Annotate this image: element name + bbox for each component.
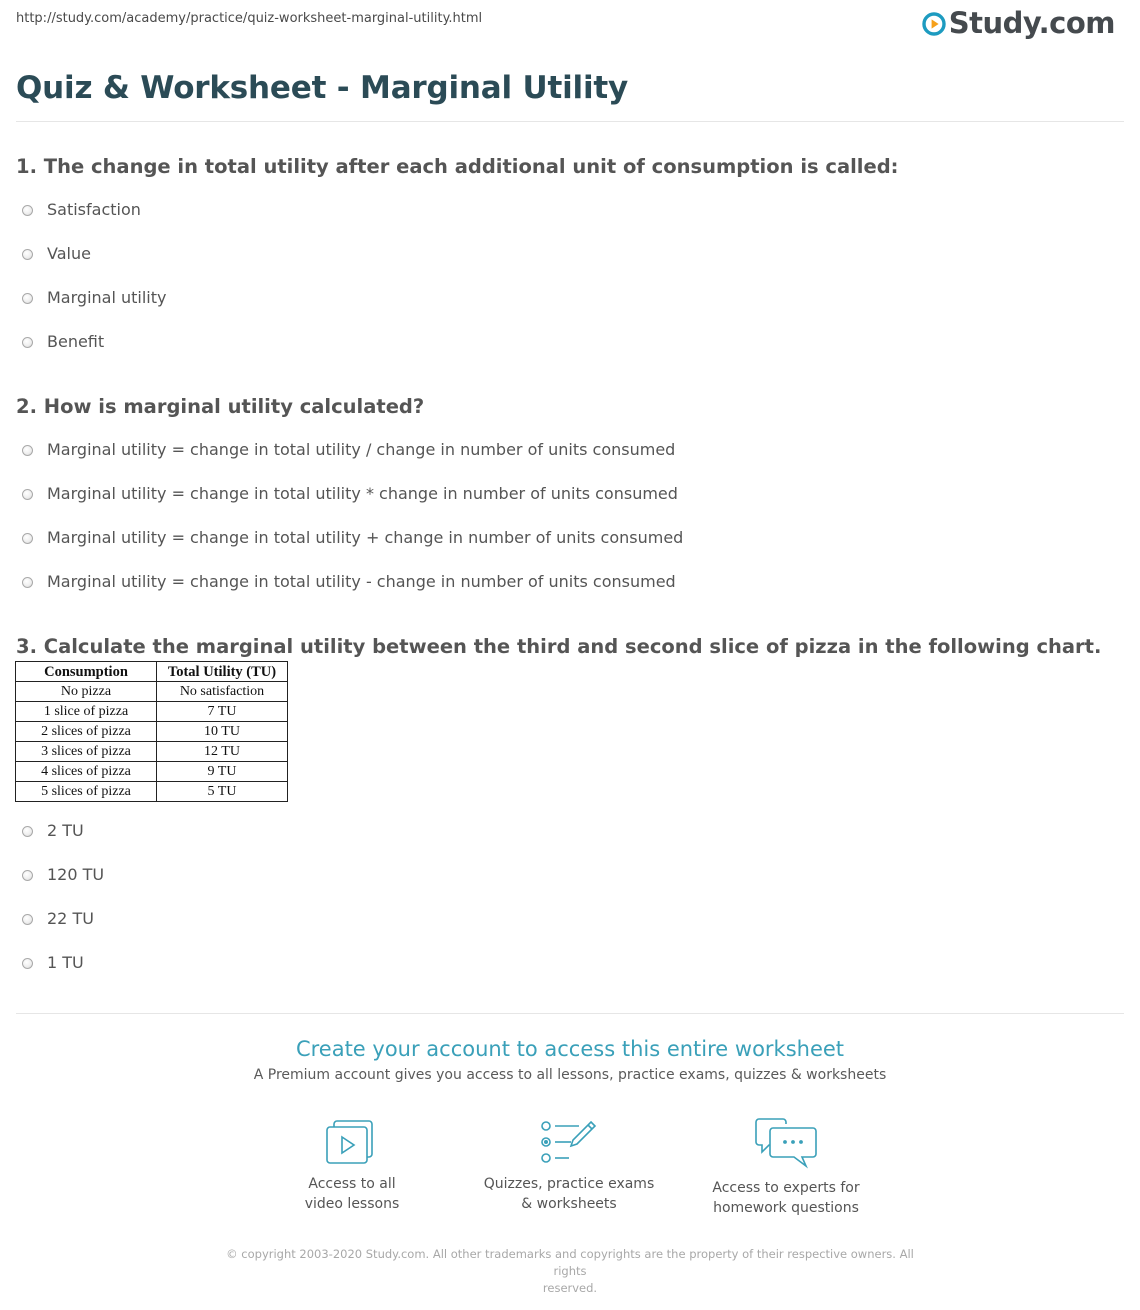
answer-option[interactable]: Marginal utility = change in total utility / change in number of units consumed <box>22 440 683 484</box>
question-1-text: 1. The change in total utility after each additional unit of consumption is called: <box>16 155 899 178</box>
table-cell: 5 slices of pizza <box>16 782 157 802</box>
radio-button[interactable] <box>22 337 33 348</box>
copyright-line: reserved. <box>542 1281 598 1295</box>
table-cell: No pizza <box>16 682 157 702</box>
radio-button[interactable] <box>22 533 33 544</box>
answer-option[interactable]: Benefit <box>22 332 166 376</box>
divider <box>16 121 1124 122</box>
answer-option[interactable]: Marginal utility = change in total utility * change in number of units consumed <box>22 484 683 528</box>
answer-option[interactable]: 22 TU <box>22 909 104 953</box>
feature-quizzes <box>469 1118 669 1214</box>
table-row <box>16 742 288 762</box>
answer-option[interactable]: 1 TU <box>22 953 104 997</box>
radio-button[interactable] <box>22 489 33 500</box>
radio-button[interactable] <box>22 577 33 588</box>
table-header-cell: Consumption <box>16 662 157 682</box>
question-2-options <box>22 440 683 616</box>
question-3-options <box>22 821 104 997</box>
feature-label-line: Access to experts for <box>712 1180 860 1196</box>
feature-label-line: homework questions <box>713 1200 859 1216</box>
feature-label-line: Quizzes, practice exams <box>483 1176 655 1192</box>
quiz-checklist-icon <box>539 1118 599 1166</box>
radio-button[interactable] <box>22 826 33 837</box>
question-2-text: 2. How is marginal utility calculated? <box>16 395 425 418</box>
radio-button[interactable] <box>22 914 33 925</box>
feature-label-line: video lessons <box>304 1196 400 1212</box>
feature-label-line: Access to all <box>308 1176 396 1192</box>
answer-option[interactable]: 2 TU <box>22 821 104 865</box>
table-cell: No satisfaction <box>157 682 288 702</box>
answer-option[interactable]: Value <box>22 244 166 288</box>
radio-button[interactable] <box>22 958 33 969</box>
page-url: http://study.com/academy/practice/quiz-worksheet-marginal-utility.html <box>16 11 483 26</box>
table-header-row <box>16 662 288 682</box>
table-cell: 1 slice of pizza <box>16 702 157 722</box>
cta-title[interactable]: Create your account to access this entire worksheet <box>295 1037 845 1061</box>
table-cell: 3 slices of pizza <box>16 742 157 762</box>
table-row <box>16 722 288 742</box>
cta-subtitle: A Premium account gives you access to all lessons, practice exams, quizzes & worksheets <box>253 1067 887 1083</box>
radio-button[interactable] <box>22 249 33 260</box>
table-header-cell: Total Utility (TU) <box>157 662 288 682</box>
radio-button[interactable] <box>22 205 33 216</box>
table-row <box>16 762 288 782</box>
question-3-text: 3. Calculate the marginal utility between the third and second slice of pizza in the following chart. <box>16 635 1102 658</box>
question-1-options <box>22 200 166 376</box>
radio-button[interactable] <box>22 870 33 881</box>
table-cell: 10 TU <box>157 722 288 742</box>
table-row <box>16 682 288 702</box>
answer-option[interactable]: Satisfaction <box>22 200 166 244</box>
table-row <box>16 702 288 722</box>
radio-button[interactable] <box>22 293 33 304</box>
table-cell: 12 TU <box>157 742 288 762</box>
answer-option[interactable]: Marginal utility = change in total utility - change in number of units consumed <box>22 572 683 616</box>
logo-text: Study.com <box>948 6 1115 40</box>
answer-option[interactable]: 120 TU <box>22 865 104 909</box>
video-lessons-icon <box>324 1118 380 1166</box>
table-cell: 2 slices of pizza <box>16 722 157 742</box>
play-circle-icon <box>922 12 946 36</box>
radio-button[interactable] <box>22 445 33 456</box>
table-cell: 5 TU <box>157 782 288 802</box>
copyright-footer <box>210 1246 930 1297</box>
table-cell: 4 slices of pizza <box>16 762 157 782</box>
table-cell: 9 TU <box>157 762 288 782</box>
feature-experts <box>686 1118 886 1218</box>
table-row <box>16 782 288 802</box>
answer-option[interactable]: Marginal utility = change in total utility + change in number of units consumed <box>22 528 683 572</box>
chat-bubbles-icon <box>754 1118 818 1170</box>
study-logo[interactable] <box>922 6 1115 40</box>
utility-table <box>15 661 288 802</box>
feature-video-lessons <box>252 1118 452 1214</box>
copyright-line: © copyright 2003-2020 Study.com. All other trademarks and copyrights are the property of their respective owners. All rights <box>226 1247 914 1278</box>
feature-label-line: & worksheets <box>521 1196 617 1212</box>
divider <box>16 1013 1124 1014</box>
table-cell: 7 TU <box>157 702 288 722</box>
answer-option[interactable]: Marginal utility <box>22 288 166 332</box>
page-title: Quiz & Worksheet - Marginal Utility <box>16 70 629 106</box>
